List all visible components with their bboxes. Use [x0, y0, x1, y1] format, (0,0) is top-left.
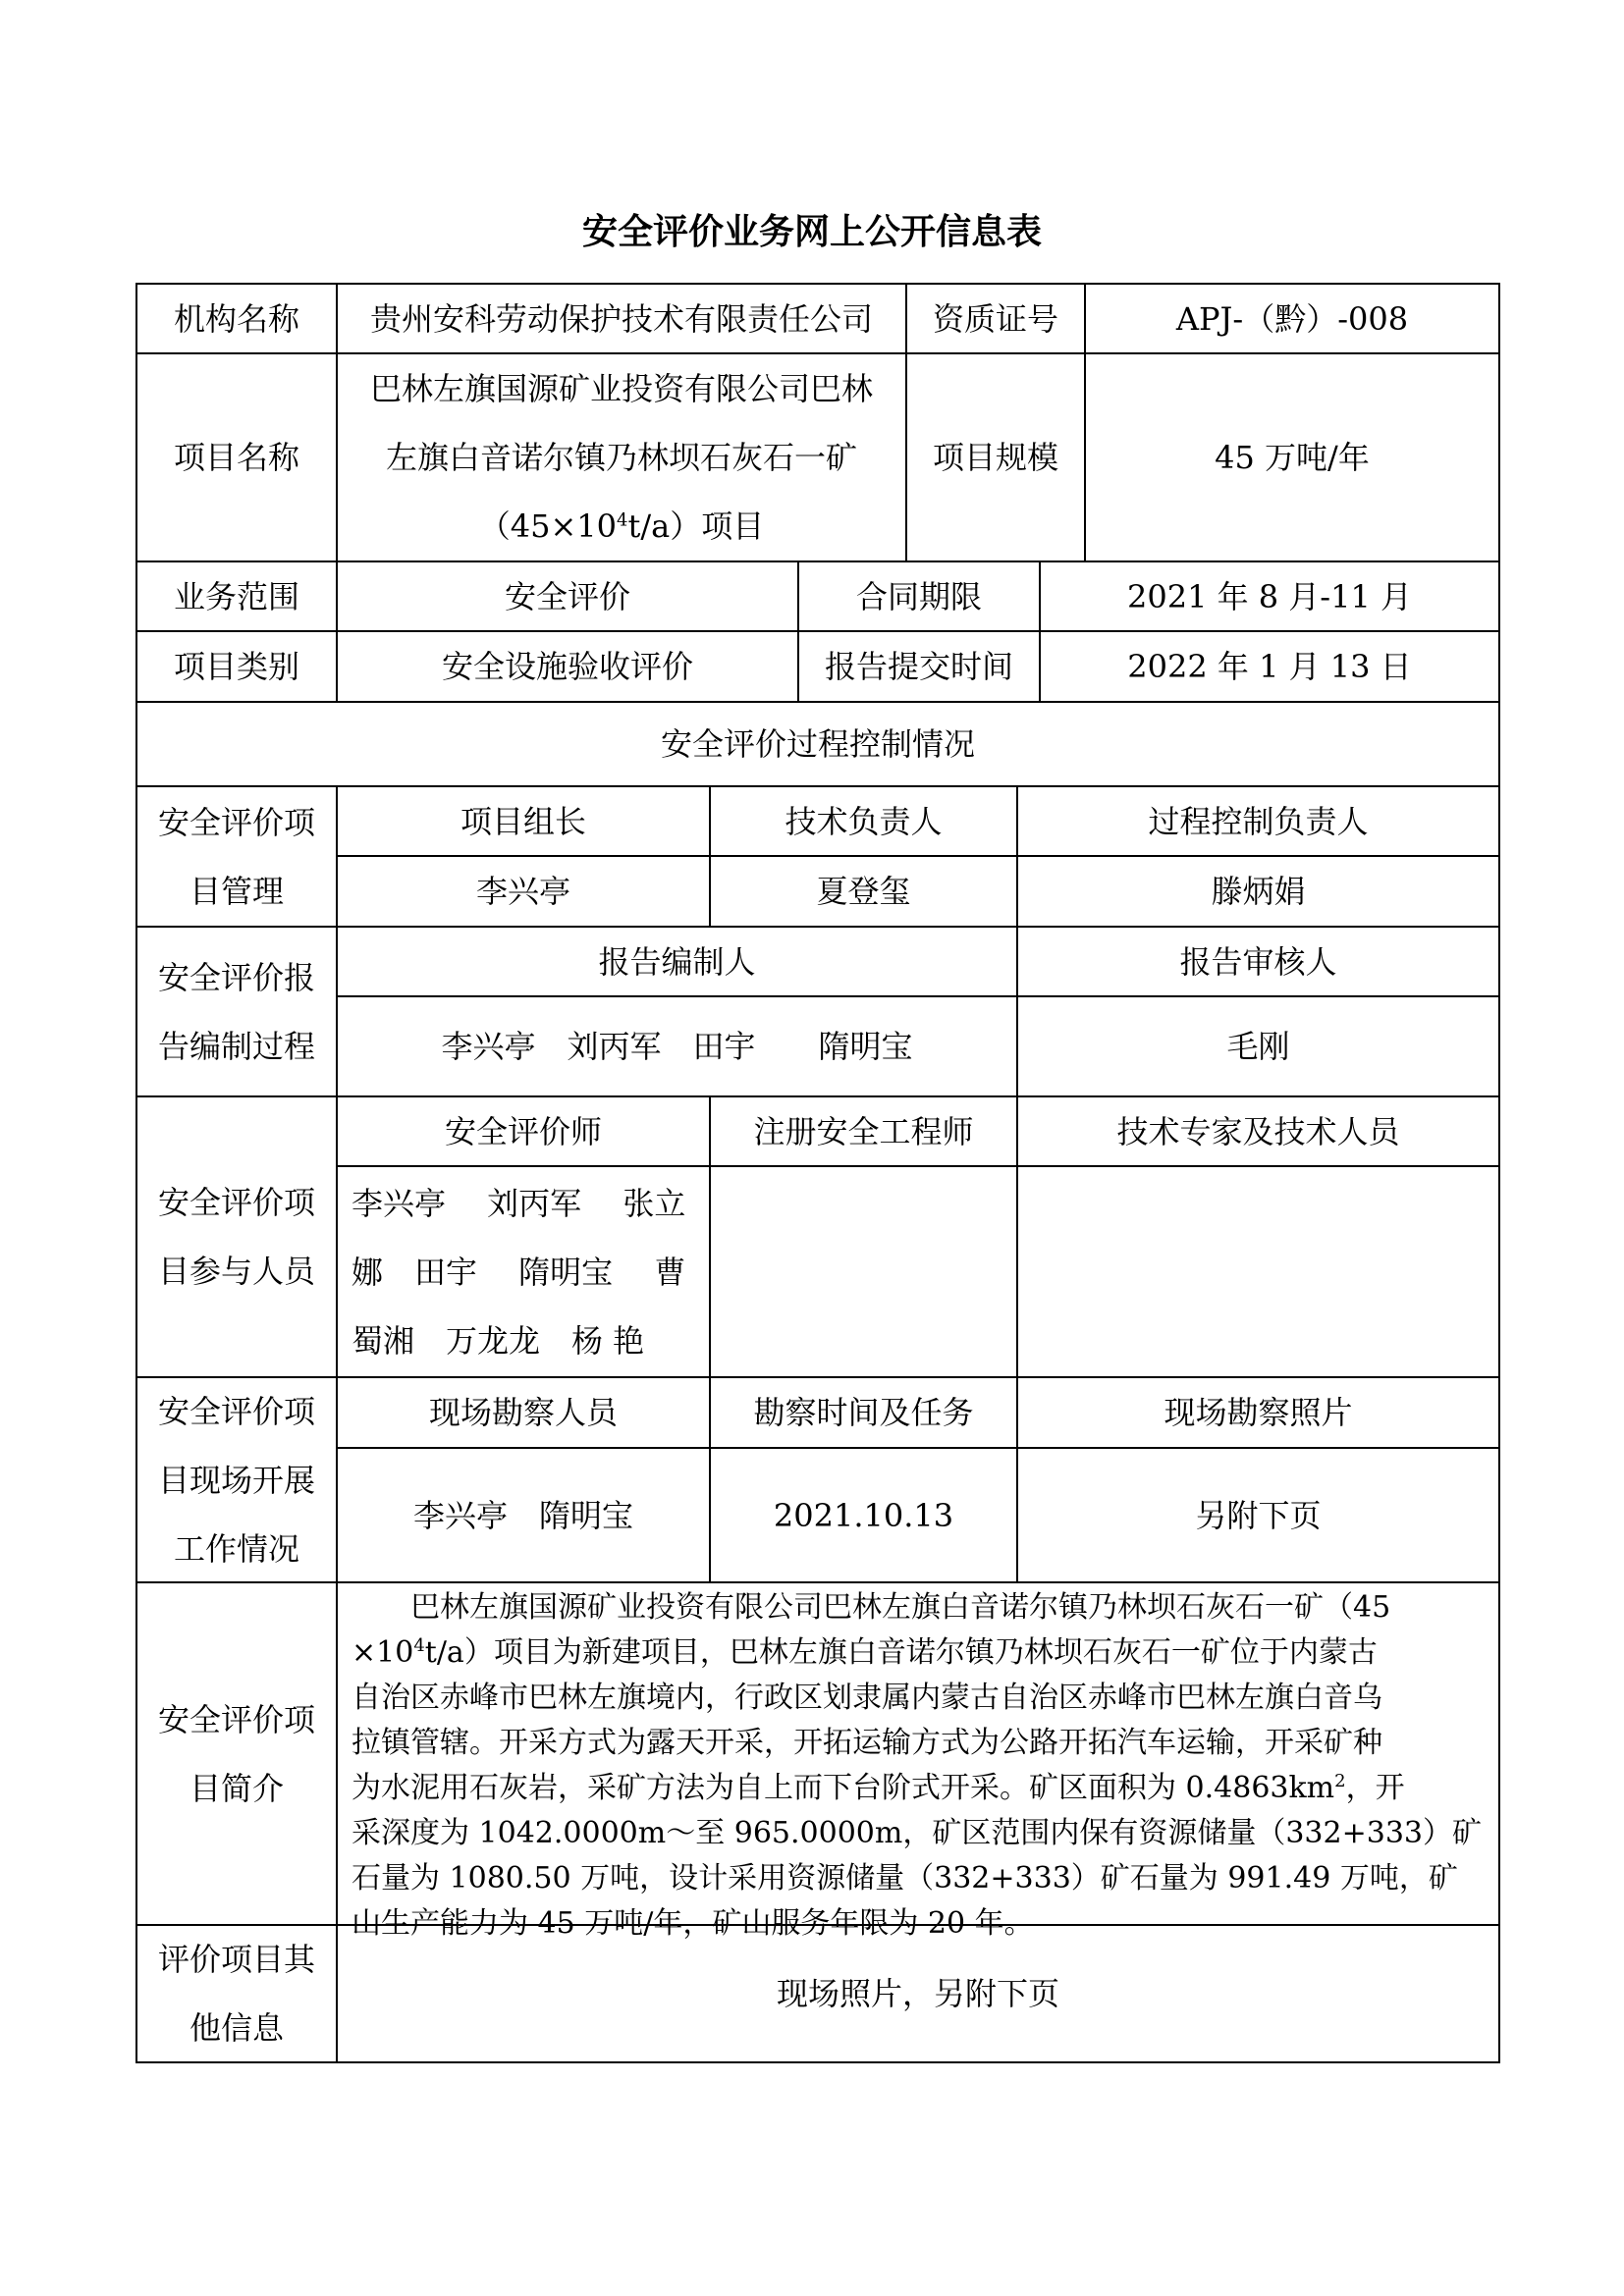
survey-staff-header: 现场勘察人员 — [428, 1394, 618, 1431]
tech-lead-value: 夏登玺 — [816, 873, 911, 910]
process-lead-value: 滕炳娟 — [1211, 873, 1306, 910]
intro-line — [352, 1766, 1490, 1811]
survey-time-value: 2021.10.13 — [773, 1496, 954, 1534]
label-line: 目简介 — [189, 1769, 284, 1807]
org-name-value: 贵州安科劳动保护技术有限责任公司 — [369, 299, 873, 338]
submit-time-label: 报告提交时间 — [824, 648, 1013, 685]
evaluator-line: 娜 田宇 隋明宝 曹 — [352, 1253, 686, 1291]
label-line: 告编制过程 — [157, 1027, 315, 1065]
label-line: 目现场开展 — [157, 1461, 315, 1499]
other-info-label — [137, 1926, 336, 2061]
exponent: 2 — [1334, 1771, 1346, 1791]
report-author-value: 李兴亭 刘丙军 田宇 隋明宝 — [441, 1028, 913, 1065]
engineer-header: 注册安全工程师 — [753, 1112, 974, 1150]
evaluator-line: 李兴亭 刘丙军 张立 — [352, 1184, 686, 1222]
org-name-label: 机构名称 — [173, 299, 299, 338]
intro-line: 自治区赤峰市巴林左旗境内，行政区划隶属内蒙古自治区赤峰市巴林左旗白音乌 — [352, 1681, 1382, 1715]
intro-line: 拉镇管辖。开采方式为露天开采，开拓运输方式为公路开拓汽车运输，开采矿种 — [352, 1726, 1382, 1760]
row-divider — [135, 1581, 1500, 1583]
survey-photo-value: 另附下页 — [1195, 1496, 1322, 1534]
team-leader-value: 李兴亭 — [475, 873, 570, 910]
intro-text: t/a）项目为新建项目，巴林左旗白音诺尔镇乃林坝石灰石一矿位于内蒙古 — [424, 1635, 1378, 1670]
survey-time-header: 勘察时间及任务 — [753, 1394, 974, 1431]
project-intro — [352, 1585, 1490, 1947]
team-leader-header: 项目组长 — [460, 802, 586, 840]
management-label — [137, 787, 336, 926]
report-label — [137, 928, 336, 1095]
cert-value: APJ-（黔）-008 — [1175, 299, 1409, 338]
scale-label: 项目规模 — [932, 439, 1058, 476]
intro-line: 采深度为 1042.0000m～至 965.0000m，矿区范围内保有资源储量（332+333）矿 — [352, 1816, 1483, 1850]
label-line: 评价项目其 — [157, 1941, 315, 1978]
project-name-text: （45×10 — [478, 507, 618, 545]
project-name-line: 左旗白音诺尔镇乃林坝石灰石一矿 — [385, 439, 857, 476]
report-reviewer-value: 毛刚 — [1226, 1028, 1290, 1065]
term-label: 合同期限 — [855, 577, 982, 615]
project-name-text: t/a）项目 — [627, 507, 765, 545]
expert-header: 技术专家及技术人员 — [1116, 1112, 1400, 1150]
site-work-label — [137, 1378, 336, 1581]
process-lead-header: 过程控制负责人 — [1148, 802, 1369, 840]
report-author-header: 报告编制人 — [598, 942, 756, 981]
label-line: 安全评价报 — [157, 958, 315, 996]
term-value: 2021 年 8 月-11 月 — [1126, 577, 1413, 615]
intro-label — [137, 1583, 336, 1924]
survey-staff-value: 李兴亭 隋明宝 — [412, 1496, 633, 1534]
exponent: 4 — [617, 509, 628, 531]
intro-line: 山生产能力为 45 万吨/年，矿山服务年限为 20 年。 — [352, 1906, 1034, 1941]
label-line: 安全评价项 — [157, 803, 315, 841]
page-title: 安全评价业务网上公开信息表 — [581, 212, 1042, 252]
intro-text: ×10 — [352, 1635, 414, 1670]
project-name-label: 项目名称 — [173, 439, 299, 476]
scale-value: 45 万吨/年 — [1215, 439, 1370, 476]
category-value: 安全设施验收评价 — [441, 648, 693, 685]
scope-value: 安全评价 — [504, 577, 630, 615]
intro-text: ，开 — [1345, 1771, 1405, 1805]
evaluator-line: 蜀湘 万龙龙 杨 艳 — [352, 1321, 645, 1360]
survey-photo-header: 现场勘察照片 — [1164, 1394, 1353, 1431]
label-line: 目参与人员 — [157, 1253, 315, 1290]
report-reviewer-header: 报告审核人 — [1179, 942, 1337, 981]
intro-line: 巴林左旗国源矿业投资有限公司巴林左旗白音诺尔镇乃林坝石灰石一矿（45 — [352, 1590, 1391, 1625]
project-name-line: 巴林左旗国源矿业投资有限公司巴林 — [369, 370, 873, 407]
scope-label: 业务范围 — [173, 577, 299, 615]
label-line: 安全评价项 — [157, 1184, 315, 1221]
intro-line: 石量为 1080.50 万吨，设计采用资源储量（332+333）矿石量为 991.49 万吨，矿 — [352, 1861, 1458, 1896]
table-border-bottom — [135, 2061, 1500, 2063]
label-line: 工作情况 — [173, 1529, 299, 1568]
intro-line — [352, 1630, 1490, 1676]
section-header: 安全评价过程控制情况 — [660, 725, 975, 763]
participants-label — [137, 1097, 336, 1376]
label-line: 他信息 — [189, 2009, 284, 2047]
category-label: 项目类别 — [173, 648, 299, 685]
intro-text: 为水泥用石灰岩，采矿方法为自上而下台阶式开采。矿区面积为 0.4863km — [352, 1771, 1335, 1805]
label-line: 目管理 — [189, 872, 284, 910]
label-line: 安全评价项 — [157, 1700, 315, 1738]
table-border-right — [1498, 283, 1500, 2063]
cert-label: 资质证号 — [932, 299, 1058, 338]
other-info-value: 现场照片，另附下页 — [776, 1975, 1059, 2012]
submit-time-value: 2022 年 1 月 13 日 — [1127, 648, 1412, 685]
evaluator-header: 安全评价师 — [444, 1112, 602, 1150]
project-name-line — [479, 492, 764, 561]
tech-lead-header: 技术负责人 — [785, 802, 943, 840]
label-line: 安全评价项 — [157, 1392, 315, 1430]
project-name-value — [338, 354, 905, 561]
evaluator-list — [338, 1167, 709, 1376]
exponent: 4 — [413, 1635, 425, 1656]
